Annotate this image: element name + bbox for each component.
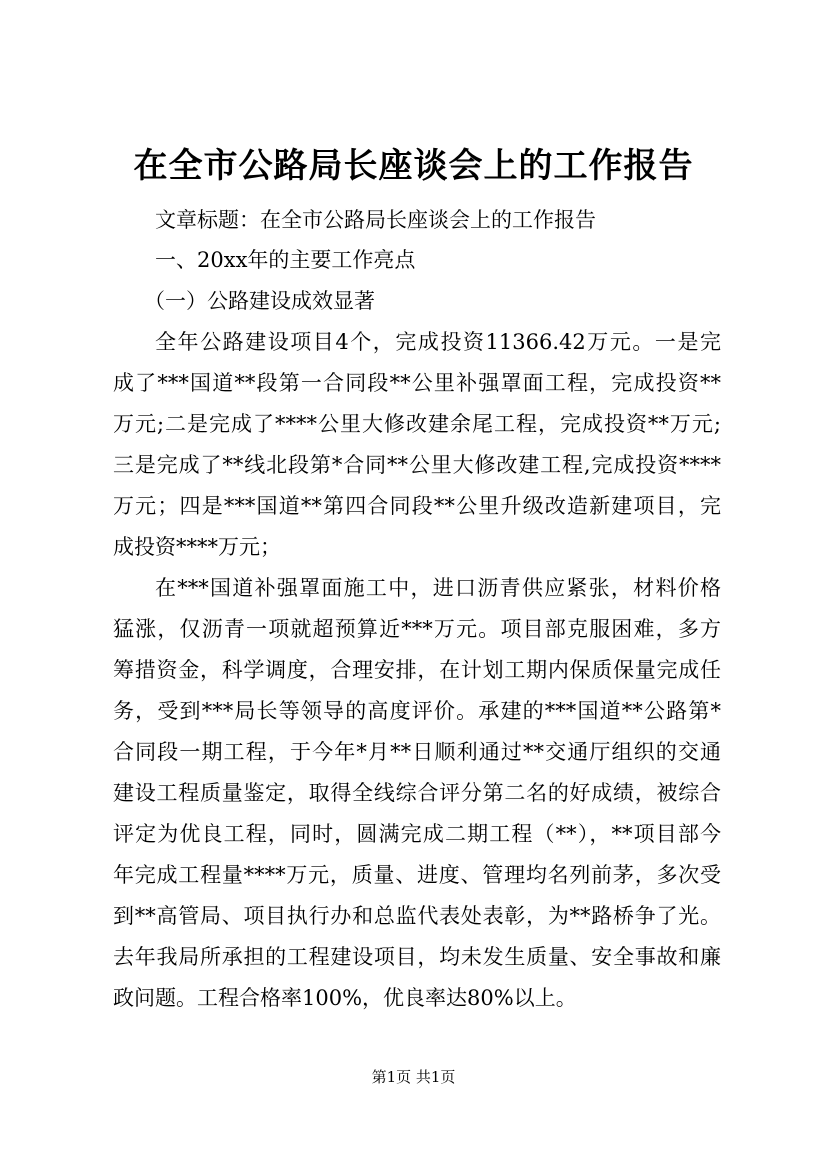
paragraph2-line: 评定为优良工程，同时，圆满完成二期工程（**），**项目部今 <box>113 822 721 846</box>
paragraph2-line: 务，受到***局长等领导的高度评价。承建的***国道**公路第* <box>113 699 721 723</box>
paragraph1-line: 万元；四是***国道**第四合同段**公里升级改造新建项目，完 <box>113 494 721 518</box>
paragraph1-line: 万元;二是完成了****公里大修改建余尾工程，完成投资**万元; <box>113 412 721 436</box>
paragraph2-line: 去年我局所承担的工程建设项目，均未发生质量、安全事故和廉 <box>113 945 721 969</box>
paragraph2-line: 政问题。工程合格率100%，优良率达80%以上。 <box>113 986 577 1010</box>
document-title: 在全市公路局长座谈会上的工作报告 <box>133 146 694 186</box>
paragraph2-line: 合同段一期工程，于今年*月**日顺利通过**交通厅组织的交通 <box>113 740 721 764</box>
paragraph1-line: 成了***国道**段第一合同段**公里补强罩面工程，完成投资** <box>113 371 721 395</box>
paragraph2-line: 年完成工程量****万元，质量、进度、管理均名列前茅，多次受 <box>113 863 721 887</box>
paragraph1-line: 全年公路建设项目4个，完成投资11366.42万元。一是完 <box>155 330 721 354</box>
paragraph1-line: 三是完成了**线北段第*合同**公里大修改建工程,完成投资**** <box>113 453 721 477</box>
paragraph2-line: 在***国道补强罩面施工中，进口沥青供应紧张，材料价格 <box>155 576 721 600</box>
subsection-heading: （一）公路建设成效显著 <box>144 289 375 313</box>
section-heading: 一、20xx年的主要工作亮点 <box>155 248 416 272</box>
paragraph2-line: 到**高管局、项目执行办和总监代表处表彰，为**路桥争了光。 <box>113 904 721 928</box>
paragraph2-line: 筹措资金，科学调度，合理安排，在计划工期内保质保量完成任 <box>113 658 721 682</box>
page-footer: 第1页 共1页 <box>371 1068 456 1086</box>
paragraph2-line: 猛涨，仅沥青一项就超预算近***万元。项目部克服困难，多方 <box>113 617 721 641</box>
paragraph2-line: 建设工程质量鉴定，取得全线综合评分第二名的好成绩，被综合 <box>113 781 721 805</box>
article-title-line: 文章标题：在全市公路局长座谈会上的工作报告 <box>155 208 596 232</box>
paragraph1-line: 成投资****万元； <box>113 535 281 559</box>
